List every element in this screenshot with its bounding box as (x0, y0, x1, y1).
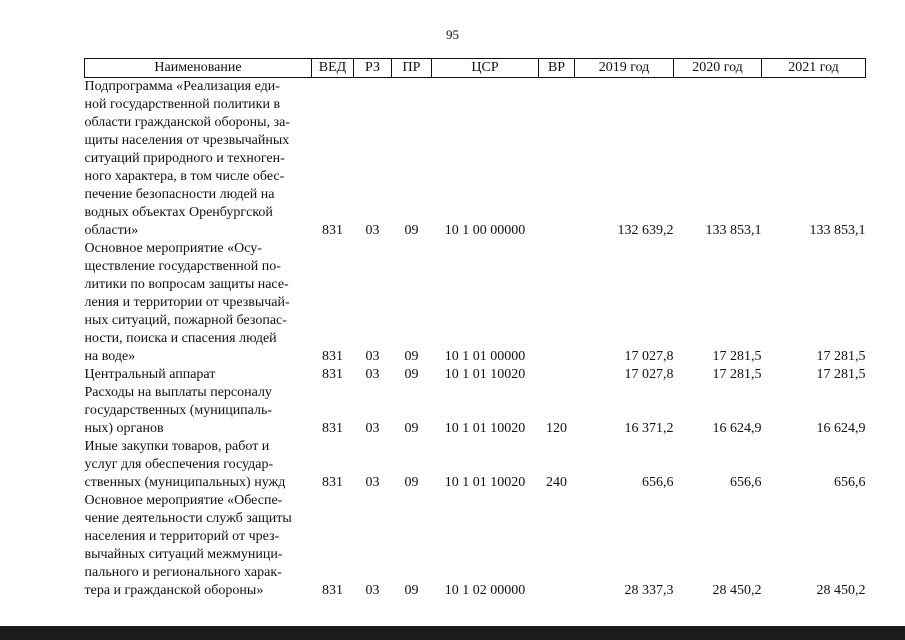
row-pr-cell: 09 (404, 367, 419, 382)
row-name-cell: Основное мероприятие «Обеспе- чение деятельности служб защиты населения и территорий от чрез- вычайных ситуаций межмуници- пального и регионального харак- тера и гражданской обороны» (84, 493, 292, 598)
row-name-cell: Расходы на выплаты персоналу государственных (муниципаль- ных) органов (84, 385, 273, 436)
row-vr-cell (539, 240, 575, 366)
table-body (85, 78, 866, 601)
row-pr-cell: 09 (404, 349, 419, 364)
row-2019-cell: 132 639,2 (617, 223, 674, 238)
header-vr: ВР (539, 59, 575, 78)
row-2021-cell: 28 450,2 (816, 583, 866, 598)
row-csr-cell: 10 1 00 00000 (444, 223, 526, 238)
scan-bottom-edge (0, 626, 905, 640)
row-2021-cell: 656,6 (834, 475, 866, 490)
row-csr-cell: 10 1 02 00000 (444, 583, 526, 598)
row-vr-cell (539, 366, 575, 384)
row-vr-cell (539, 492, 575, 600)
row-vr-cell (539, 78, 575, 241)
table-row (85, 492, 866, 600)
row-2020-cell: 133 853,1 (705, 223, 762, 238)
row-ved-cell: 831 (322, 421, 343, 436)
page-number: 95 (446, 27, 459, 42)
table-row (85, 240, 866, 366)
row-2020-cell: 17 281,5 (712, 349, 762, 364)
row-ved-cell: 831 (322, 475, 343, 490)
row-rz-cell: 03 (365, 223, 380, 238)
row-pr-cell: 09 (404, 421, 419, 436)
row-2019-cell: 17 027,8 (624, 349, 674, 364)
row-ved-cell: 831 (322, 349, 343, 364)
row-2021-cell: 17 281,5 (816, 367, 866, 382)
row-rz-cell: 03 (365, 475, 380, 490)
row-name-cell: Основное мероприятие «Осу- ществление государственной по- литики по вопросам защиты насе- ления и территории от чрезвычай- ных ситуаций, пожарной безопас- ности, поиска и спасения людей на воде» (84, 241, 290, 364)
header-2021: 2021 год (762, 59, 866, 78)
row-2019-cell: 16 371,2 (624, 421, 674, 436)
row-ved-cell: 831 (322, 223, 343, 238)
row-csr-cell: 10 1 01 10020 (444, 475, 526, 490)
header-pr: ПР (392, 59, 432, 78)
row-rz-cell: 03 (365, 583, 380, 598)
header-rz: РЗ (354, 59, 392, 78)
row-csr-cell: 10 1 01 10020 (444, 367, 526, 382)
row-2019-cell: 656,6 (642, 475, 674, 490)
row-2021-cell: 133 853,1 (809, 223, 866, 238)
row-vr-cell: 120 (546, 421, 567, 436)
row-csr-cell: 10 1 01 10020 (444, 421, 526, 436)
row-2020-cell: 17 281,5 (712, 367, 762, 382)
row-ved-cell: 831 (322, 367, 343, 382)
header-2020: 2020 год (674, 59, 762, 78)
row-2019-cell: 28 337,3 (624, 583, 674, 598)
table-row (85, 78, 866, 241)
row-name-cell: Иные закупки товаров, работ и услуг для обеспечения государ- ственных (муниципальных) нужд (84, 439, 286, 490)
table-row (85, 366, 866, 384)
table-row (85, 438, 866, 492)
table-row (85, 384, 866, 438)
row-vr-cell: 240 (546, 475, 567, 490)
row-pr-cell: 09 (404, 583, 419, 598)
budget-table (84, 58, 866, 600)
row-2021-cell: 16 624,9 (816, 421, 866, 436)
row-name-cell: Центральный аппарат (84, 367, 216, 382)
header-row (85, 59, 866, 78)
row-csr-cell: 10 1 01 00000 (444, 349, 526, 364)
row-2019-cell: 17 027,8 (624, 367, 674, 382)
row-rz-cell: 03 (365, 349, 380, 364)
row-name-cell: Подпрограмма «Реализация еди- ной государственной политики в области гражданской обороны, за- щиты населения от чрезвычайных ситуаций природного и техноген- ного характера, в том числе обес- печение безопасности людей на водных объектах Оренбургской области» (84, 79, 290, 238)
row-pr-cell: 09 (404, 223, 419, 238)
header-ved: ВЕД (312, 59, 354, 78)
row-2021-cell: 17 281,5 (816, 349, 866, 364)
table-header (85, 59, 866, 78)
row-ved-cell: 831 (322, 583, 343, 598)
header-csr: ЦСР (432, 59, 539, 78)
row-2020-cell: 16 624,9 (712, 421, 762, 436)
row-2020-cell: 28 450,2 (712, 583, 762, 598)
header-name: Наименование (85, 59, 312, 78)
row-2020-cell: 656,6 (730, 475, 762, 490)
header-2019: 2019 год (575, 59, 674, 78)
row-rz-cell: 03 (365, 421, 380, 436)
row-pr-cell: 09 (404, 475, 419, 490)
row-rz-cell: 03 (365, 367, 380, 382)
